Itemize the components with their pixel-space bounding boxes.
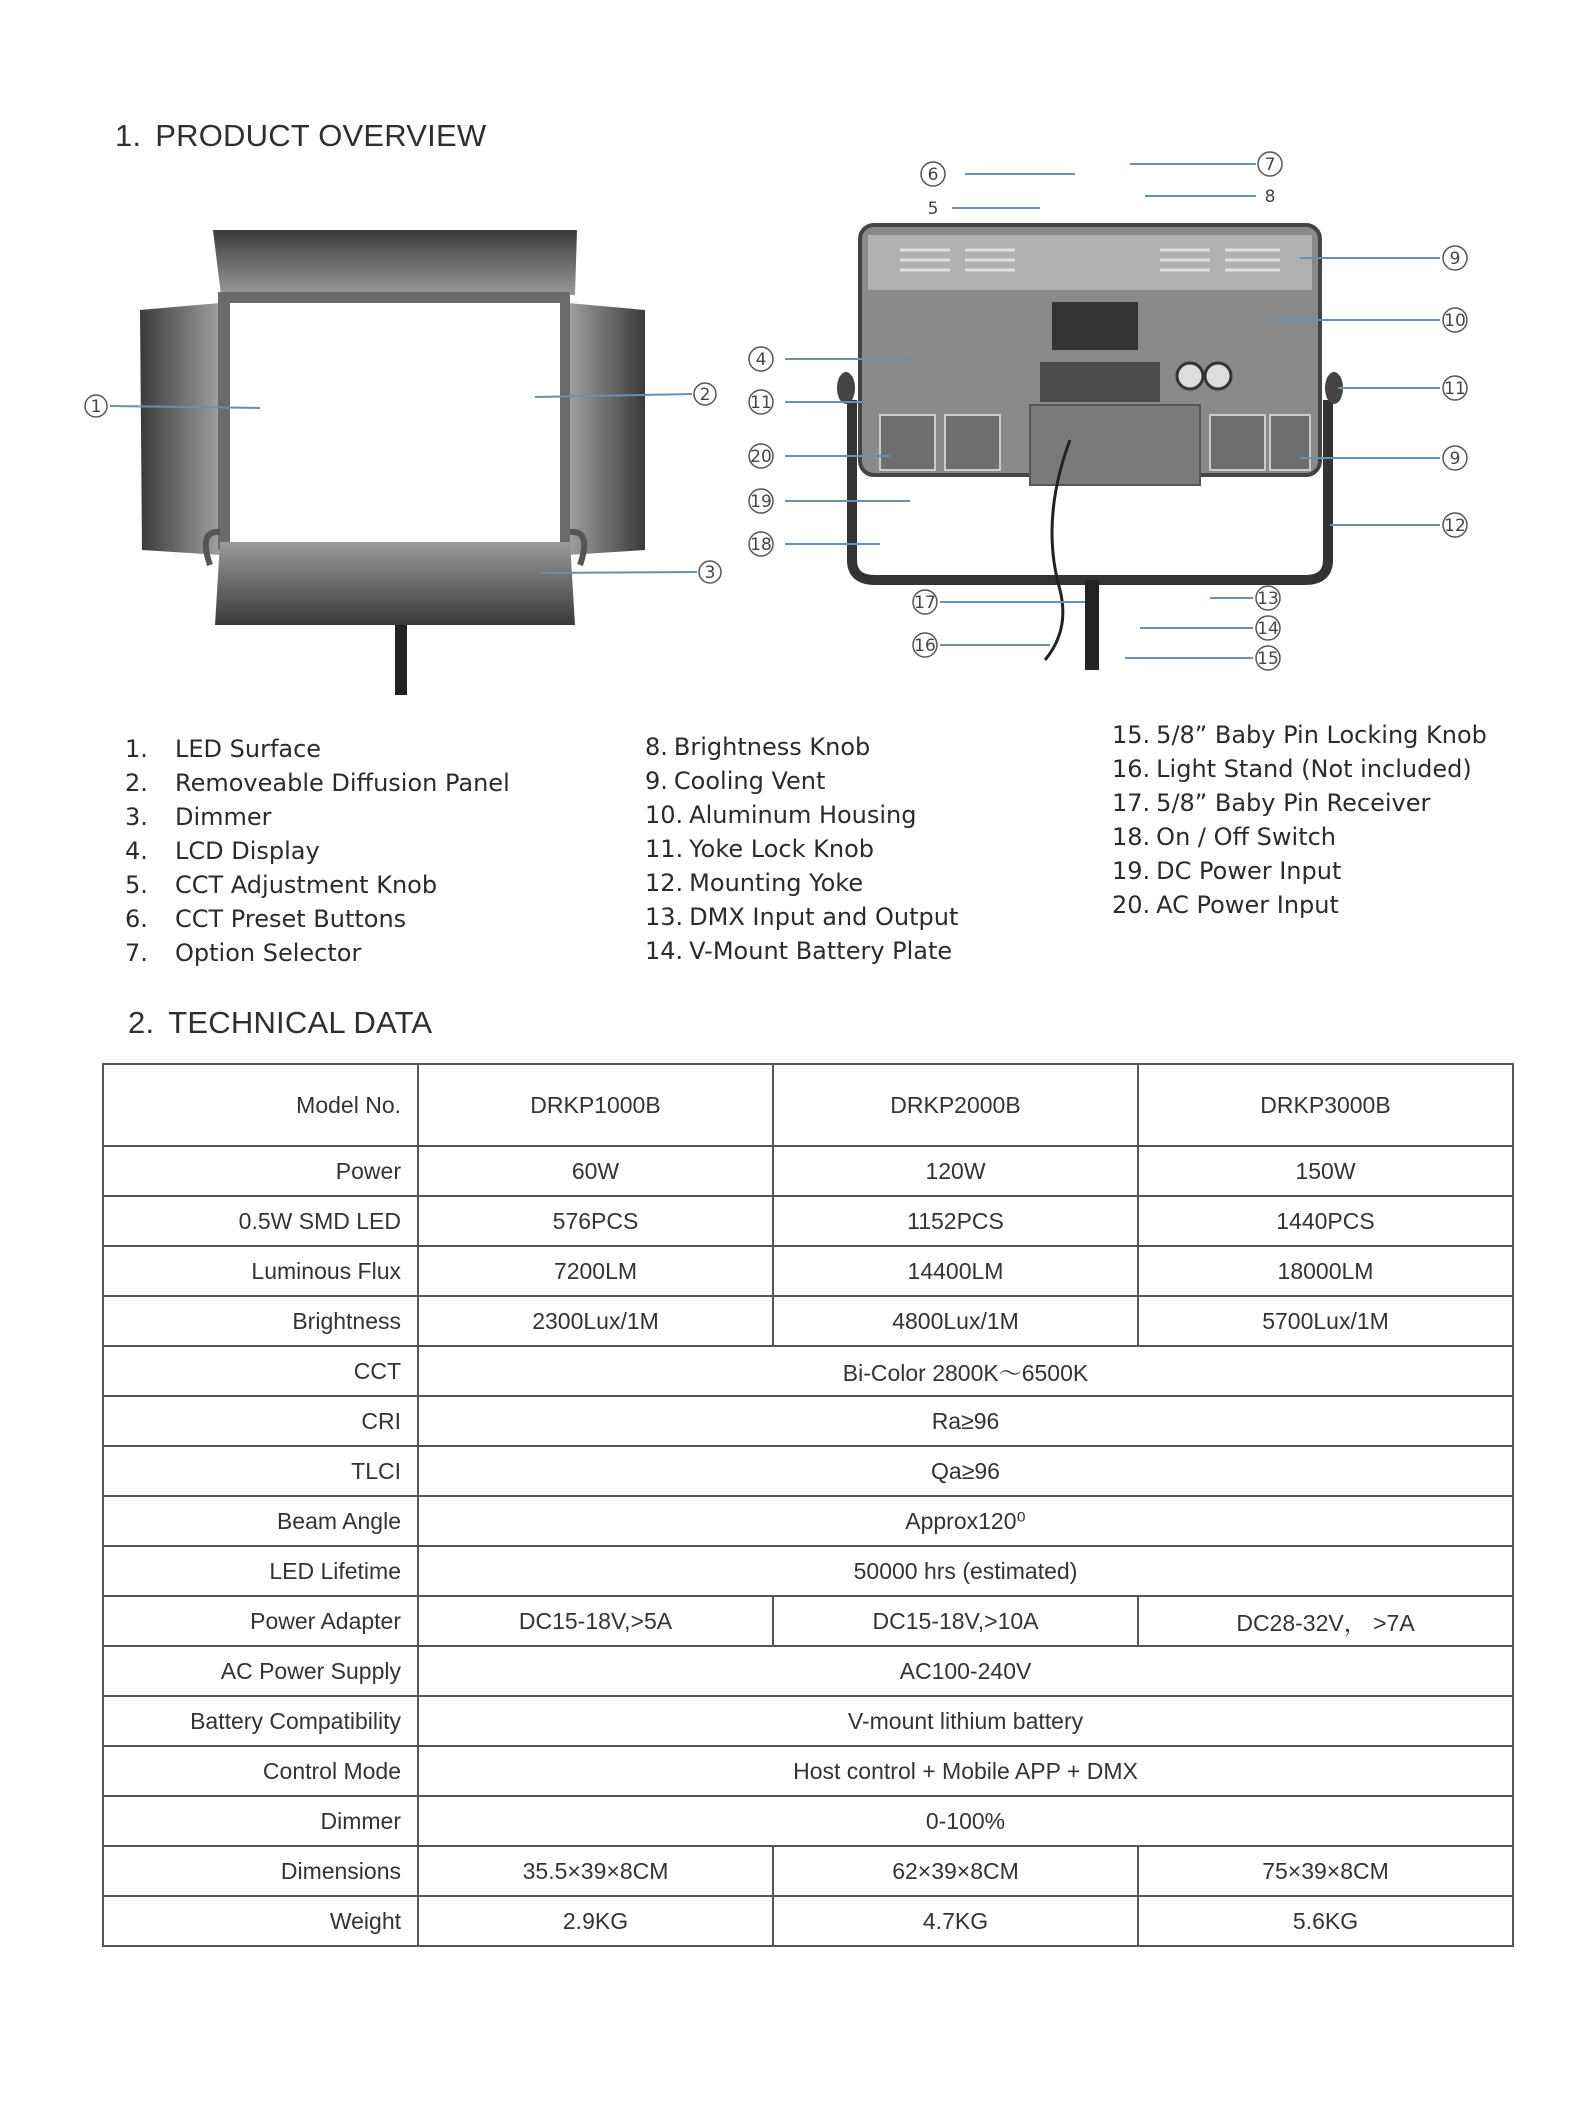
table-cell-merged: Host control + Mobile APP + DMX [418,1746,1513,1796]
list-item [125,800,510,834]
model-cell: DRKP1000B [418,1064,773,1146]
callout-16: 16 [914,636,936,656]
table-cell: 4.7KG [773,1896,1138,1946]
callout-9-bottom: 9 [1449,449,1461,469]
table-cell: 35.5×39×8CM [418,1846,773,1896]
item-label: Removeable Diffusion Panel [175,769,510,797]
callout-17: 17 [914,593,936,613]
callout-5: 5 [927,199,939,219]
item-number: 9. [645,767,668,795]
table-cell: DC15-18V,>5A [418,1596,773,1646]
item-number: 1. [125,735,148,763]
list-item [1112,888,1487,922]
rear-view-illustration [740,140,1520,680]
item-label: DC Power Input [1156,857,1342,885]
list-item [125,834,510,868]
list-item [1112,752,1487,786]
table-cell-merged: Bi-Color 2800K～6500K [418,1346,1513,1396]
item-number: 11. [645,835,684,863]
callout-4: 4 [755,350,767,370]
callout-19: 19 [750,492,772,512]
item-label: Aluminum Housing [689,801,917,829]
row-label: Control Mode [103,1746,418,1796]
list-item [645,900,958,934]
item-label: CCT Preset Buttons [175,905,407,933]
list-item [125,766,510,800]
callout-12: 12 [1444,516,1466,536]
callout-11-left: 11 [750,393,772,413]
callout-8: 8 [1264,187,1276,207]
table-cell: 5700Lux/1M [1138,1296,1513,1346]
item-number: 7. [125,939,148,967]
row-label: Dimensions [103,1846,418,1896]
item-label: Light Stand (Not included) [1156,755,1472,783]
item-label: Option Selector [175,939,362,967]
item-label: 5/8” Baby Pin Receiver [1156,789,1431,817]
bottom-barndoor [215,542,575,625]
item-number: 13. [645,903,684,931]
item-number: 12. [645,869,684,897]
lcd-display [1052,302,1138,350]
item-number: 20. [1112,891,1151,919]
item-number: 4. [125,837,148,865]
callout-13: 13 [1257,589,1279,609]
model-cell: DRKP2000B [773,1064,1138,1146]
table-cell: 150W [1138,1146,1513,1196]
table-row [103,1496,1513,1546]
list-item [1112,718,1487,752]
list-item [125,732,510,766]
table-row [103,1696,1513,1746]
item-number: 6. [125,905,148,933]
right-barndoor [568,303,645,555]
stand-pole [395,625,407,695]
table-cell: 1152PCS [773,1196,1138,1246]
table-cell: 62×39×8CM [773,1846,1138,1896]
item-label: LED Surface [175,735,322,763]
item-label: On / Off Switch [1156,823,1337,851]
list-item [645,934,958,968]
yoke-lock-knob-left [837,372,855,404]
list-item [1112,786,1487,820]
list-item [645,798,958,832]
section-number: 1. [115,118,142,153]
table-cell: 75×39×8CM [1138,1846,1513,1896]
top-barndoor [213,230,577,295]
table-cell-merged: Qa≥96 [418,1446,1513,1496]
item-number: 16. [1112,755,1151,783]
table-row [103,1246,1513,1296]
table-row [103,1446,1513,1496]
table-cell-merged: AC100-240V [418,1646,1513,1696]
v-mount-plate [1030,405,1200,485]
table-row [103,1546,1513,1596]
table-cell: 120W [773,1146,1138,1196]
row-label: Luminous Flux [103,1246,418,1296]
list-item [125,868,510,902]
table-cell: 2.9KG [418,1896,773,1946]
item-label: LCD Display [175,837,320,865]
section-heading-technical [128,1005,432,1041]
light-stand [1085,580,1099,670]
item-label: 5/8” Baby Pin Locking Knob [1156,721,1487,749]
section-title: PRODUCT OVERVIEW [155,118,487,153]
list-item [1112,854,1487,888]
row-label: Weight [103,1896,418,1946]
table-row [103,1846,1513,1896]
item-number: 3. [125,803,148,831]
table-cell-merged: V-mount lithium battery [418,1696,1513,1746]
list-item [1112,820,1487,854]
item-label: AC Power Input [1156,891,1339,919]
table-cell: 1440PCS [1138,1196,1513,1246]
table-cell: DC15-18V,>10A [773,1596,1138,1646]
table-cell: 2300Lux/1M [418,1296,773,1346]
row-label: Dimmer [103,1796,418,1846]
table-cell: 60W [418,1146,773,1196]
front-view-illustration [70,210,740,700]
row-label: CCT [103,1346,418,1396]
table-cell: 576PCS [418,1196,773,1246]
item-number: 19. [1112,857,1151,885]
row-label: CRI [103,1396,418,1446]
item-label: Brightness Knob [673,733,871,761]
callout-1: 1 [90,397,102,417]
cooling-vent-top [868,235,1312,290]
callout-3: 3 [704,563,716,583]
header-label: Model No. [103,1064,418,1146]
callout-6: 6 [927,165,939,185]
row-label: Battery Compatibility [103,1696,418,1746]
section-title: TECHNICAL DATA [168,1005,433,1040]
callout-14: 14 [1257,619,1279,639]
table-row [103,1296,1513,1346]
item-label: DMX Input and Output [689,903,959,931]
list-item [125,902,510,936]
item-label: Mounting Yoke [689,869,864,897]
list-item [645,832,958,866]
callout-9-top: 9 [1449,249,1461,269]
table-cell: 14400LM [773,1246,1138,1296]
parts-list-column-2 [645,730,958,968]
table-cell-merged: Approx120⁰ [418,1496,1513,1546]
table-cell: 18000LM [1138,1246,1513,1296]
table-row [103,1346,1513,1396]
row-label: Brightness [103,1296,418,1346]
row-label: TLCI [103,1446,418,1496]
item-number: 15. [1112,721,1151,749]
table-cell: 4800Lux/1M [773,1296,1138,1346]
row-label: AC Power Supply [103,1646,418,1696]
table-row [103,1146,1513,1196]
table-row [103,1746,1513,1796]
parts-list-column-3 [1112,718,1487,922]
item-label: V-Mount Battery Plate [689,937,953,965]
list-item [645,730,958,764]
item-number: 17. [1112,789,1151,817]
table-cell-merged: 50000 hrs (estimated) [418,1546,1513,1596]
table-row [103,1196,1513,1246]
list-item [125,936,510,970]
item-number: 8. [645,733,668,761]
callout-7: 7 [1264,155,1276,175]
callout-20: 20 [750,447,772,467]
left-barndoor [140,303,220,555]
section-heading-overview [115,118,486,154]
item-label: Dimmer [175,803,272,831]
item-number: 18. [1112,823,1151,851]
table-cell: 7200LM [418,1246,773,1296]
table-row [103,1896,1513,1946]
item-number: 14. [645,937,684,965]
table-row [103,1596,1513,1646]
callout-11-right: 11 [1444,379,1466,399]
technical-data-table [102,1063,1514,1947]
list-item [645,866,958,900]
item-label: Cooling Vent [673,767,826,795]
item-number: 2. [125,769,148,797]
table-cell-merged: 0-100% [418,1796,1513,1846]
callout-15: 15 [1257,649,1279,669]
table-row [103,1396,1513,1446]
parts-list-column-1 [125,732,510,970]
list-item [645,764,958,798]
item-number: 5. [125,871,148,899]
table-cell-merged: Ra≥96 [418,1396,1513,1446]
item-label: Yoke Lock Knob [689,835,874,863]
led-surface [230,303,560,543]
callout-10: 10 [1444,311,1466,331]
item-number: 10. [645,801,684,829]
item-label: CCT Adjustment Knob [175,871,438,899]
table-header-row [103,1064,1513,1146]
callout-18: 18 [750,535,772,555]
table-row [103,1646,1513,1696]
table-cell: DC28-32V， >7A [1138,1596,1513,1646]
row-label: Power [103,1146,418,1196]
row-label: Power Adapter [103,1596,418,1646]
table-cell: 5.6KG [1138,1896,1513,1946]
callout-2: 2 [699,385,711,405]
row-label: Beam Angle [103,1496,418,1546]
section-number: 2. [128,1005,155,1040]
table-row [103,1796,1513,1846]
row-label: LED Lifetime [103,1546,418,1596]
model-cell: DRKP3000B [1138,1064,1513,1146]
row-label: 0.5W SMD LED [103,1196,418,1246]
